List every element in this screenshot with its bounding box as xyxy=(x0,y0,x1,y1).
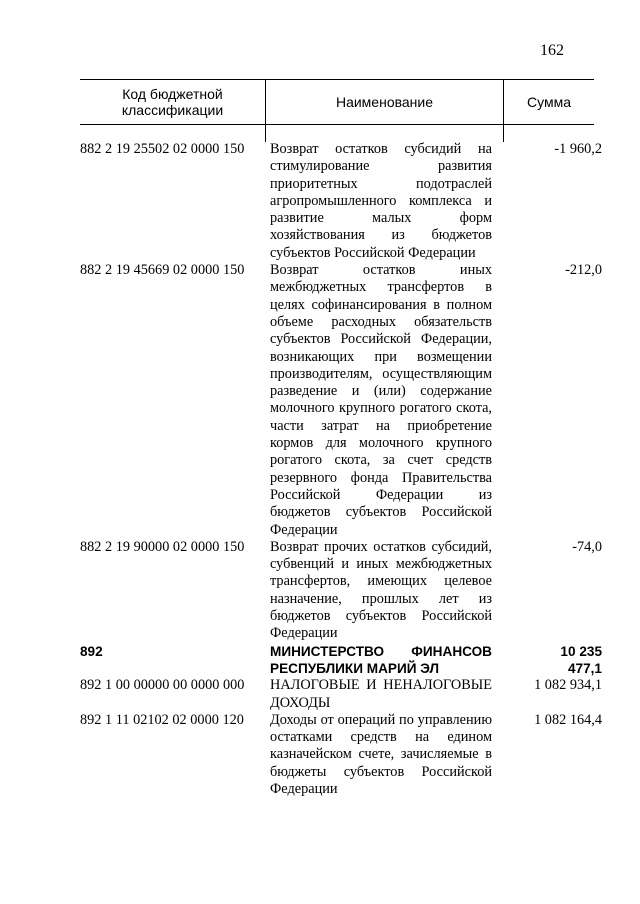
row-code: 882 2 19 45669 02 0000 150 xyxy=(80,262,245,279)
row-code: 882 2 19 25502 02 0000 150 xyxy=(80,141,245,157)
row-name: МИНИСТЕРСТВО ФИНАНСОВ РЕСПУБЛИКИ МАРИЙ ЭЛ xyxy=(270,643,492,676)
row-code: 892 xyxy=(80,643,103,659)
column-header-sum: Сумма xyxy=(527,94,571,110)
table-row xyxy=(80,712,610,798)
row-name: Возврат остатков иных межбюджетных трансфертов в целях софинансирования в полном объеме расходных обязательств субъектов Российской Федерации, возникающих при возмещении производителям, осуществляющим разведение и (или) содержание молочного крупного рогатого скота, части затрат на приобретение кормов для молочного крупного рогатого скота, за счет средств резервного фонда Правительства Российской Федерации из бюджетов субъектов Российской Федерации xyxy=(270,262,492,538)
row-name: Возврат остатков субсидий на стимулирование развития приоритетных подотраслей агропромышленного комплекса и развитие малых форм хозяйствования из бюджетов субъектов Российской Федерации xyxy=(270,141,492,261)
column-header-code: Код бюджетной классификации xyxy=(80,80,266,124)
row-code: 892 1 11 02102 02 0000 120 xyxy=(80,711,244,728)
column-divider xyxy=(503,124,504,142)
table-row-ministry xyxy=(80,643,610,678)
row-sum: -212,0 xyxy=(565,262,602,279)
row-code: 892 1 00 00000 00 0000 000 xyxy=(80,677,245,694)
table-row xyxy=(80,677,610,712)
row-sum: -74,0 xyxy=(572,538,602,555)
table-row xyxy=(80,262,610,539)
table-row xyxy=(80,141,610,262)
row-code: 882 2 19 90000 02 0000 150 xyxy=(80,538,245,555)
page-number: 162 xyxy=(540,42,564,59)
row-sum: 10 235 477,1 xyxy=(560,643,602,676)
row-name: Доходы от операций по управлению остатками средств на едином казначейском счете, зачисляемые в бюджеты субъектов Российской Федерации xyxy=(270,711,492,797)
table-body xyxy=(80,141,610,798)
column-divider xyxy=(265,124,266,142)
row-name: Возврат прочих остатков субсидий, субвенций и иных межбюджетных трансфертов, имеющих целевое назначение, прошлых лет из бюджетов субъектов Российской Федерации xyxy=(270,538,492,642)
table-header xyxy=(80,80,594,125)
row-sum: 1 082 934,1 xyxy=(534,677,602,694)
row-sum: 1 082 164,4 xyxy=(534,711,602,728)
row-name: НАЛОГОВЫЕ И НЕНАЛОГОВЫЕ ДОХОДЫ xyxy=(270,677,492,711)
table-row xyxy=(80,539,610,643)
row-sum: -1 960,2 xyxy=(554,141,602,157)
column-header-name: Наименование xyxy=(266,80,504,124)
